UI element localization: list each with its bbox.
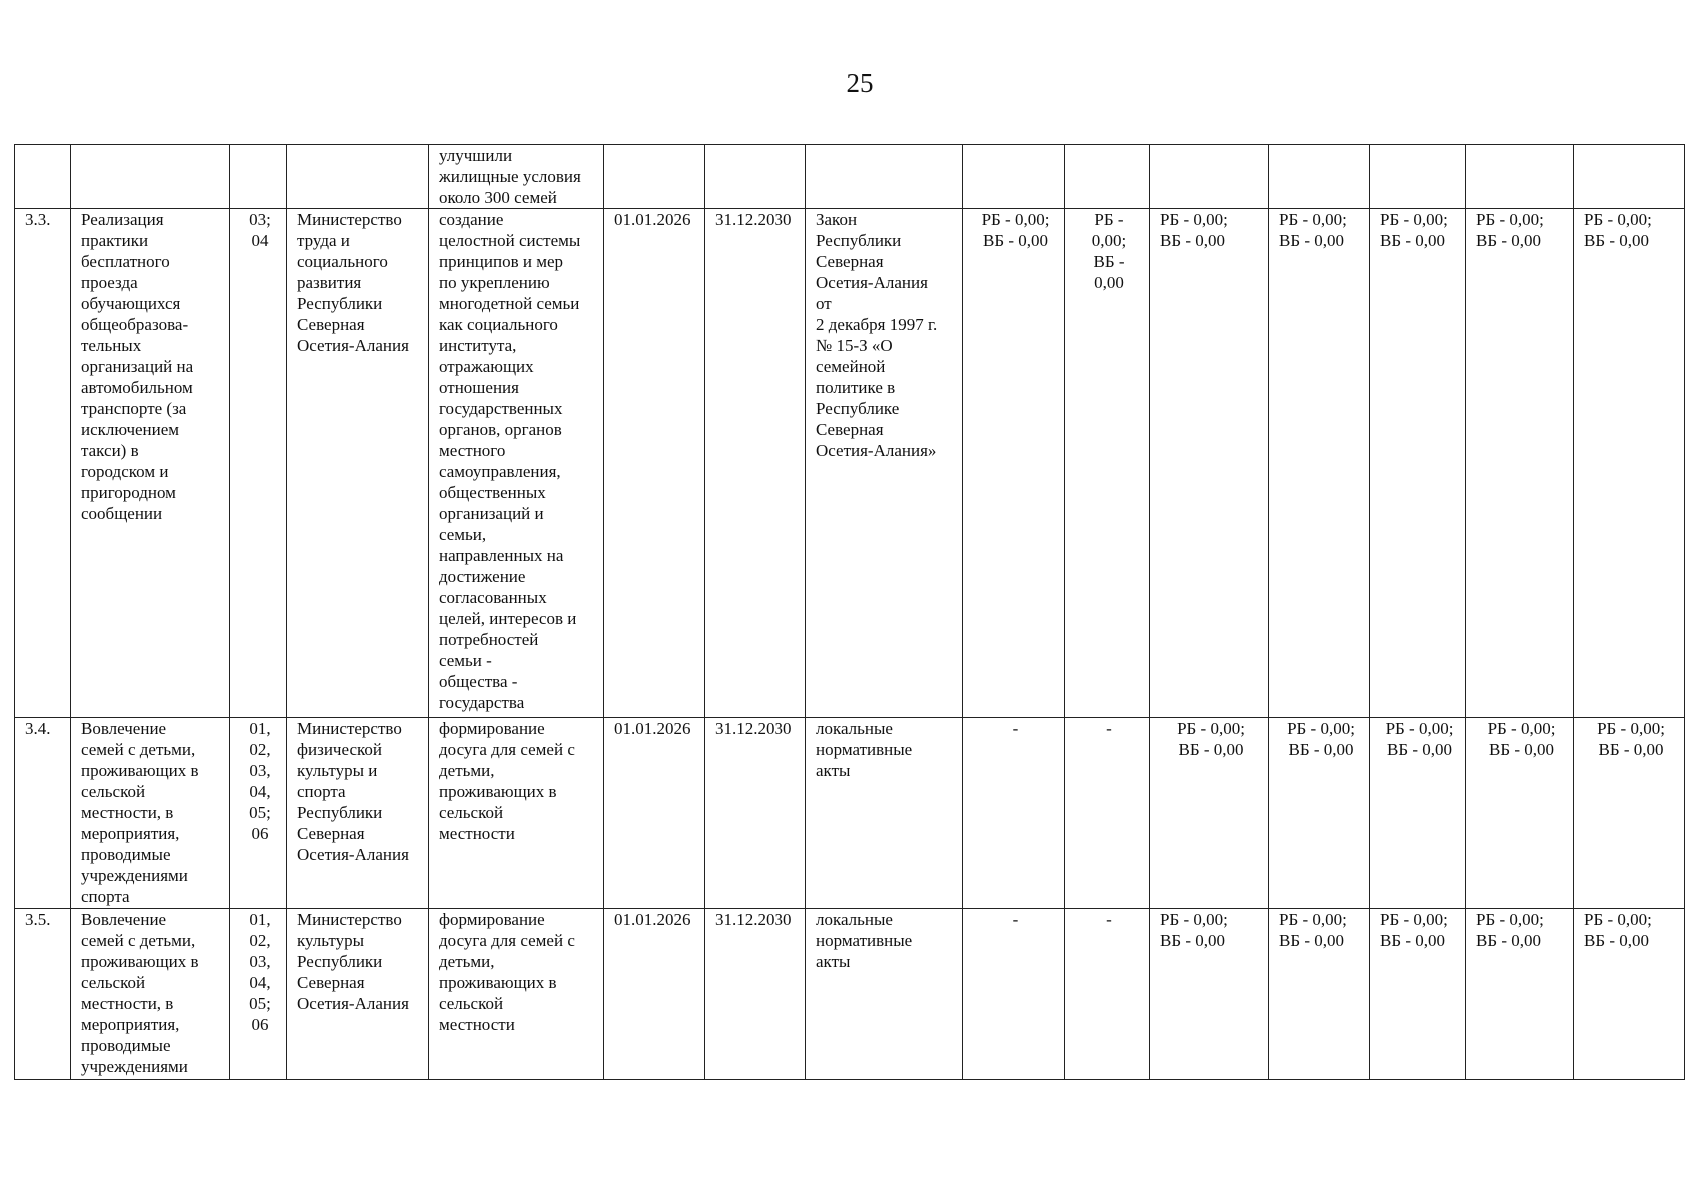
cell-line: ВБ - 0,00	[1476, 231, 1542, 250]
task-codes	[230, 145, 287, 209]
responsible-executor	[287, 145, 429, 209]
table-row	[15, 209, 1685, 718]
item-number	[15, 145, 71, 209]
cell-line: РБ - 0,00;	[1597, 719, 1665, 738]
cell-line: проводимые	[81, 845, 171, 864]
cell-line: 01,	[249, 719, 271, 738]
measures-table	[14, 144, 1685, 1080]
funding-col-1	[963, 145, 1065, 209]
funding-col-2: -	[1065, 718, 1150, 909]
funding-col-7	[1574, 145, 1685, 209]
table-row	[15, 909, 1685, 1080]
cell-line: проживающих в	[81, 952, 199, 971]
start-date: 01.01.2026	[604, 209, 705, 718]
cell-line: 02,	[249, 931, 271, 950]
cell-line: досуга для семей с	[439, 740, 575, 759]
cell-line: проезда	[81, 273, 138, 292]
cell-line: мероприятия,	[81, 824, 180, 843]
cell-line: Реализация	[81, 210, 164, 229]
cell-line: автомобильном	[81, 378, 193, 397]
cell-line: 06	[251, 1015, 269, 1034]
cell-line: государственных	[439, 399, 563, 418]
cell-line: Осетия-Алания	[297, 994, 409, 1013]
cell-line: РБ - 0,00;	[1487, 719, 1556, 738]
cell-line: проживающих в	[81, 761, 199, 780]
cell-line: физической	[297, 740, 382, 759]
start-date	[604, 145, 705, 209]
funding-col-3	[1150, 718, 1269, 909]
cell-line: согласованных	[439, 588, 547, 607]
cell-line: семей с детьми,	[81, 740, 196, 759]
cell-line: социального	[297, 252, 388, 271]
cell-line: жилищные условия	[439, 167, 581, 186]
funding-col-6	[1466, 909, 1574, 1080]
funding-col-3	[1150, 145, 1269, 209]
cell-line: достижение	[439, 567, 526, 586]
cell-line: РБ - 0,00;	[1279, 910, 1347, 929]
task-codes	[230, 909, 287, 1080]
cell-line: акты	[816, 952, 851, 971]
funding-col-5	[1370, 209, 1466, 718]
cell-line: формирование	[439, 719, 545, 738]
cell-line: тельных	[81, 336, 142, 355]
cell-line: 2 декабря 1997 г.	[816, 315, 938, 334]
cell-line: создание	[439, 210, 504, 229]
cell-line: общества -	[439, 672, 518, 691]
cell-line: общеобразова-	[81, 315, 189, 334]
cell-line: локальные	[816, 719, 893, 738]
cell-line: 06	[251, 824, 269, 843]
cell-line: Министерство	[297, 719, 402, 738]
legal-basis	[806, 145, 963, 209]
funding-col-1: -	[963, 718, 1065, 909]
cell-line: исключением	[81, 420, 180, 439]
cell-line: семейной	[816, 357, 886, 376]
cell-line: семей с детьми,	[81, 931, 196, 950]
cell-line: 02,	[249, 740, 271, 759]
start-date: 01.01.2026	[604, 718, 705, 909]
cell-line: Республике	[816, 399, 900, 418]
task-codes	[230, 718, 287, 909]
funding-col-4	[1269, 145, 1370, 209]
cell-line: РБ - 0,00;	[1584, 910, 1652, 929]
cell-line: ВБ - 0,00	[1488, 740, 1554, 759]
funding-col-2	[1065, 209, 1150, 718]
funding-col-2: -	[1065, 909, 1150, 1080]
cell-line: отражающих	[439, 357, 534, 376]
cell-line: ВБ - 0,00	[1160, 231, 1226, 250]
cell-line: РБ - 0,00;	[1584, 210, 1652, 229]
cell-line: детьми,	[439, 761, 495, 780]
responsible-executor	[287, 209, 429, 718]
cell-line: 05;	[249, 803, 271, 822]
cell-line: 05;	[249, 994, 271, 1013]
cell-line: ВБ - 0,00	[1279, 931, 1345, 950]
cell-line: проживающих в	[439, 782, 557, 801]
cell-line: проживающих в	[439, 973, 557, 992]
cell-line: 0,00	[1094, 273, 1124, 292]
cell-line: учреждениями	[81, 866, 188, 885]
cell-line: Северная	[297, 824, 365, 843]
cell-line: ВБ - 0,00	[1476, 931, 1542, 950]
cell-line: от	[816, 294, 832, 313]
cell-line: ВБ - 0,00	[1598, 740, 1664, 759]
cell-line: развития	[297, 273, 362, 292]
cell-line: местности	[439, 1015, 515, 1034]
legal-basis	[806, 209, 963, 718]
cell-line: ВБ - 0,00	[1584, 231, 1650, 250]
cell-line: труда и	[297, 231, 350, 250]
table-row	[15, 145, 1685, 209]
cell-line: потребностей	[439, 630, 539, 649]
cell-line: Республики	[816, 231, 902, 250]
cell-line: сельской	[81, 782, 146, 801]
cell-line: направленных на	[439, 546, 564, 565]
funding-col-3	[1150, 209, 1269, 718]
cell-line: местности	[439, 824, 515, 843]
cell-line: Республики	[297, 803, 383, 822]
cell-line: РБ - 0,00;	[1279, 210, 1347, 229]
cell-line: 04	[251, 231, 269, 250]
cell-line: РБ - 0,00;	[981, 210, 1050, 229]
cell-line: детьми,	[439, 952, 495, 971]
cell-line: организаций и	[439, 504, 544, 523]
cell-line: государства	[439, 693, 525, 712]
cell-line: ВБ - 0,00	[982, 231, 1048, 250]
item-number: 3.5.	[15, 909, 71, 1080]
cell-line: Вовлечение	[81, 910, 167, 929]
funding-col-5	[1370, 145, 1466, 209]
end-date: 31.12.2030	[705, 209, 806, 718]
cell-line: 03,	[249, 761, 271, 780]
cell-line: принципов и мер	[439, 252, 564, 271]
cell-line: 03,	[249, 952, 271, 971]
cell-line: 03;	[249, 210, 271, 229]
legal-basis	[806, 718, 963, 909]
cell-line: Вовлечение	[81, 719, 167, 738]
task-codes	[230, 209, 287, 718]
expected-result	[429, 145, 604, 209]
cell-line: нормативные	[816, 740, 913, 759]
expected-result	[429, 209, 604, 718]
cell-line: культуры	[297, 931, 364, 950]
cell-line: нормативные	[816, 931, 913, 950]
cell-line: семьи -	[439, 651, 492, 670]
cell-line: городском и	[81, 462, 169, 481]
cell-line: ВБ - 0,00	[1386, 740, 1452, 759]
cell-line: РБ - 0,00;	[1476, 210, 1544, 229]
cell-line: сельской	[81, 973, 146, 992]
cell-line: 04,	[249, 973, 271, 992]
cell-line: практики	[81, 231, 149, 250]
funding-col-5	[1370, 718, 1466, 909]
funding-col-6	[1466, 718, 1574, 909]
cell-line: целостной системы	[439, 231, 581, 250]
funding-col-4	[1269, 209, 1370, 718]
cell-line: органов, органов	[439, 420, 562, 439]
cell-line: Осетия-Алания	[297, 845, 409, 864]
cell-line: РБ - 0,00;	[1385, 719, 1454, 738]
cell-line: Закон	[816, 210, 858, 229]
cell-line: РБ -	[1094, 210, 1124, 229]
funding-col-4	[1269, 718, 1370, 909]
cell-line: ВБ - 0,00	[1584, 931, 1650, 950]
page-number: 25	[846, 68, 874, 98]
responsible-executor	[287, 718, 429, 909]
expected-result	[429, 909, 604, 1080]
cell-line: по укреплению	[439, 273, 550, 292]
cell-line: транспорте (за	[81, 399, 187, 418]
cell-line: РБ - 0,00;	[1160, 210, 1228, 229]
cell-line: РБ - 0,00;	[1380, 210, 1448, 229]
start-date: 01.01.2026	[604, 909, 705, 1080]
end-date: 31.12.2030	[705, 909, 806, 1080]
table-row	[15, 718, 1685, 909]
cell-line: местного	[439, 441, 506, 460]
cell-line: сельской	[439, 994, 504, 1013]
cell-line: Осетия-Алания	[816, 273, 928, 292]
cell-line: Северная	[297, 315, 365, 334]
end-date	[705, 145, 806, 209]
funding-col-7	[1574, 209, 1685, 718]
cell-line: сообщении	[81, 504, 163, 523]
responsible-executor	[287, 909, 429, 1080]
cell-line: РБ - 0,00;	[1177, 719, 1245, 738]
cell-line: акты	[816, 761, 851, 780]
cell-line: местности, в	[81, 803, 174, 822]
cell-line: организаций на	[81, 357, 194, 376]
cell-line: проводимые	[81, 1036, 171, 1055]
cell-line: 0,00;	[1091, 231, 1127, 250]
funding-col-7	[1574, 718, 1685, 909]
cell-line: целей, интересов и	[439, 609, 577, 628]
cell-line: локальные	[816, 910, 893, 929]
cell-line: улучшили	[439, 146, 513, 165]
funding-col-2	[1065, 145, 1150, 209]
measure-name	[71, 718, 230, 909]
cell-line: Осетия-Алания	[297, 336, 409, 355]
cell-line: Северная	[297, 973, 365, 992]
item-number: 3.3.	[15, 209, 71, 718]
cell-line: культуры и	[297, 761, 378, 780]
cell-line: РБ - 0,00;	[1287, 719, 1355, 738]
funding-col-7	[1574, 909, 1685, 1080]
cell-line: общественных	[439, 483, 546, 502]
end-date: 31.12.2030	[705, 718, 806, 909]
cell-line: РБ - 0,00;	[1160, 910, 1228, 929]
cell-line: № 15-З «О	[816, 336, 893, 355]
cell-line: спорта	[297, 782, 346, 801]
cell-line: отношения	[439, 378, 519, 397]
cell-line: Республики	[297, 294, 383, 313]
cell-line: РБ - 0,00;	[1380, 910, 1448, 929]
cell-line: института,	[439, 336, 517, 355]
cell-line: ВБ - 0,00	[1178, 740, 1244, 759]
cell-line: самоуправления,	[439, 462, 561, 481]
item-number: 3.4.	[15, 718, 71, 909]
cell-line: РБ - 0,00;	[1476, 910, 1544, 929]
funding-col-1: -	[963, 909, 1065, 1080]
cell-line: Министерство	[297, 210, 402, 229]
funding-col-6	[1466, 145, 1574, 209]
cell-line: ВБ - 0,00	[1279, 231, 1345, 250]
cell-line: 01,	[249, 910, 271, 929]
cell-line: пригородном	[81, 483, 176, 502]
cell-line: политике в	[816, 378, 896, 397]
expected-result	[429, 718, 604, 909]
measure-name	[71, 145, 230, 209]
funding-col-6	[1466, 209, 1574, 718]
cell-line: такси) в	[81, 441, 139, 460]
cell-line: бесплатного	[81, 252, 170, 271]
cell-line: учреждениями	[81, 1057, 188, 1076]
cell-line: ВБ - 0,00	[1288, 740, 1354, 759]
cell-line: 04,	[249, 782, 271, 801]
cell-line: формирование	[439, 910, 545, 929]
cell-line: Республики	[297, 952, 383, 971]
cell-line: ВБ -	[1093, 252, 1125, 271]
cell-line: Министерство	[297, 910, 402, 929]
legal-basis	[806, 909, 963, 1080]
cell-line: около 300 семей	[439, 188, 557, 207]
cell-line: досуга для семей с	[439, 931, 575, 950]
measure-name	[71, 909, 230, 1080]
cell-line: ВБ - 0,00	[1380, 931, 1446, 950]
cell-line: сельской	[439, 803, 504, 822]
cell-line: ВБ - 0,00	[1380, 231, 1446, 250]
funding-col-5	[1370, 909, 1466, 1080]
cell-line: Северная	[816, 420, 884, 439]
cell-line: Северная	[816, 252, 884, 271]
cell-line: местности, в	[81, 994, 174, 1013]
cell-line: спорта	[81, 887, 130, 906]
cell-line: многодетной семьи	[439, 294, 580, 313]
cell-line: семьи,	[439, 525, 487, 544]
cell-line: обучающихся	[81, 294, 181, 313]
cell-line: ВБ - 0,00	[1160, 931, 1226, 950]
funding-col-1	[963, 209, 1065, 718]
measure-name	[71, 209, 230, 718]
cell-line: мероприятия,	[81, 1015, 180, 1034]
cell-line: как социального	[439, 315, 558, 334]
funding-col-4	[1269, 909, 1370, 1080]
funding-col-3	[1150, 909, 1269, 1080]
cell-line: Осетия-Алания»	[816, 441, 937, 460]
